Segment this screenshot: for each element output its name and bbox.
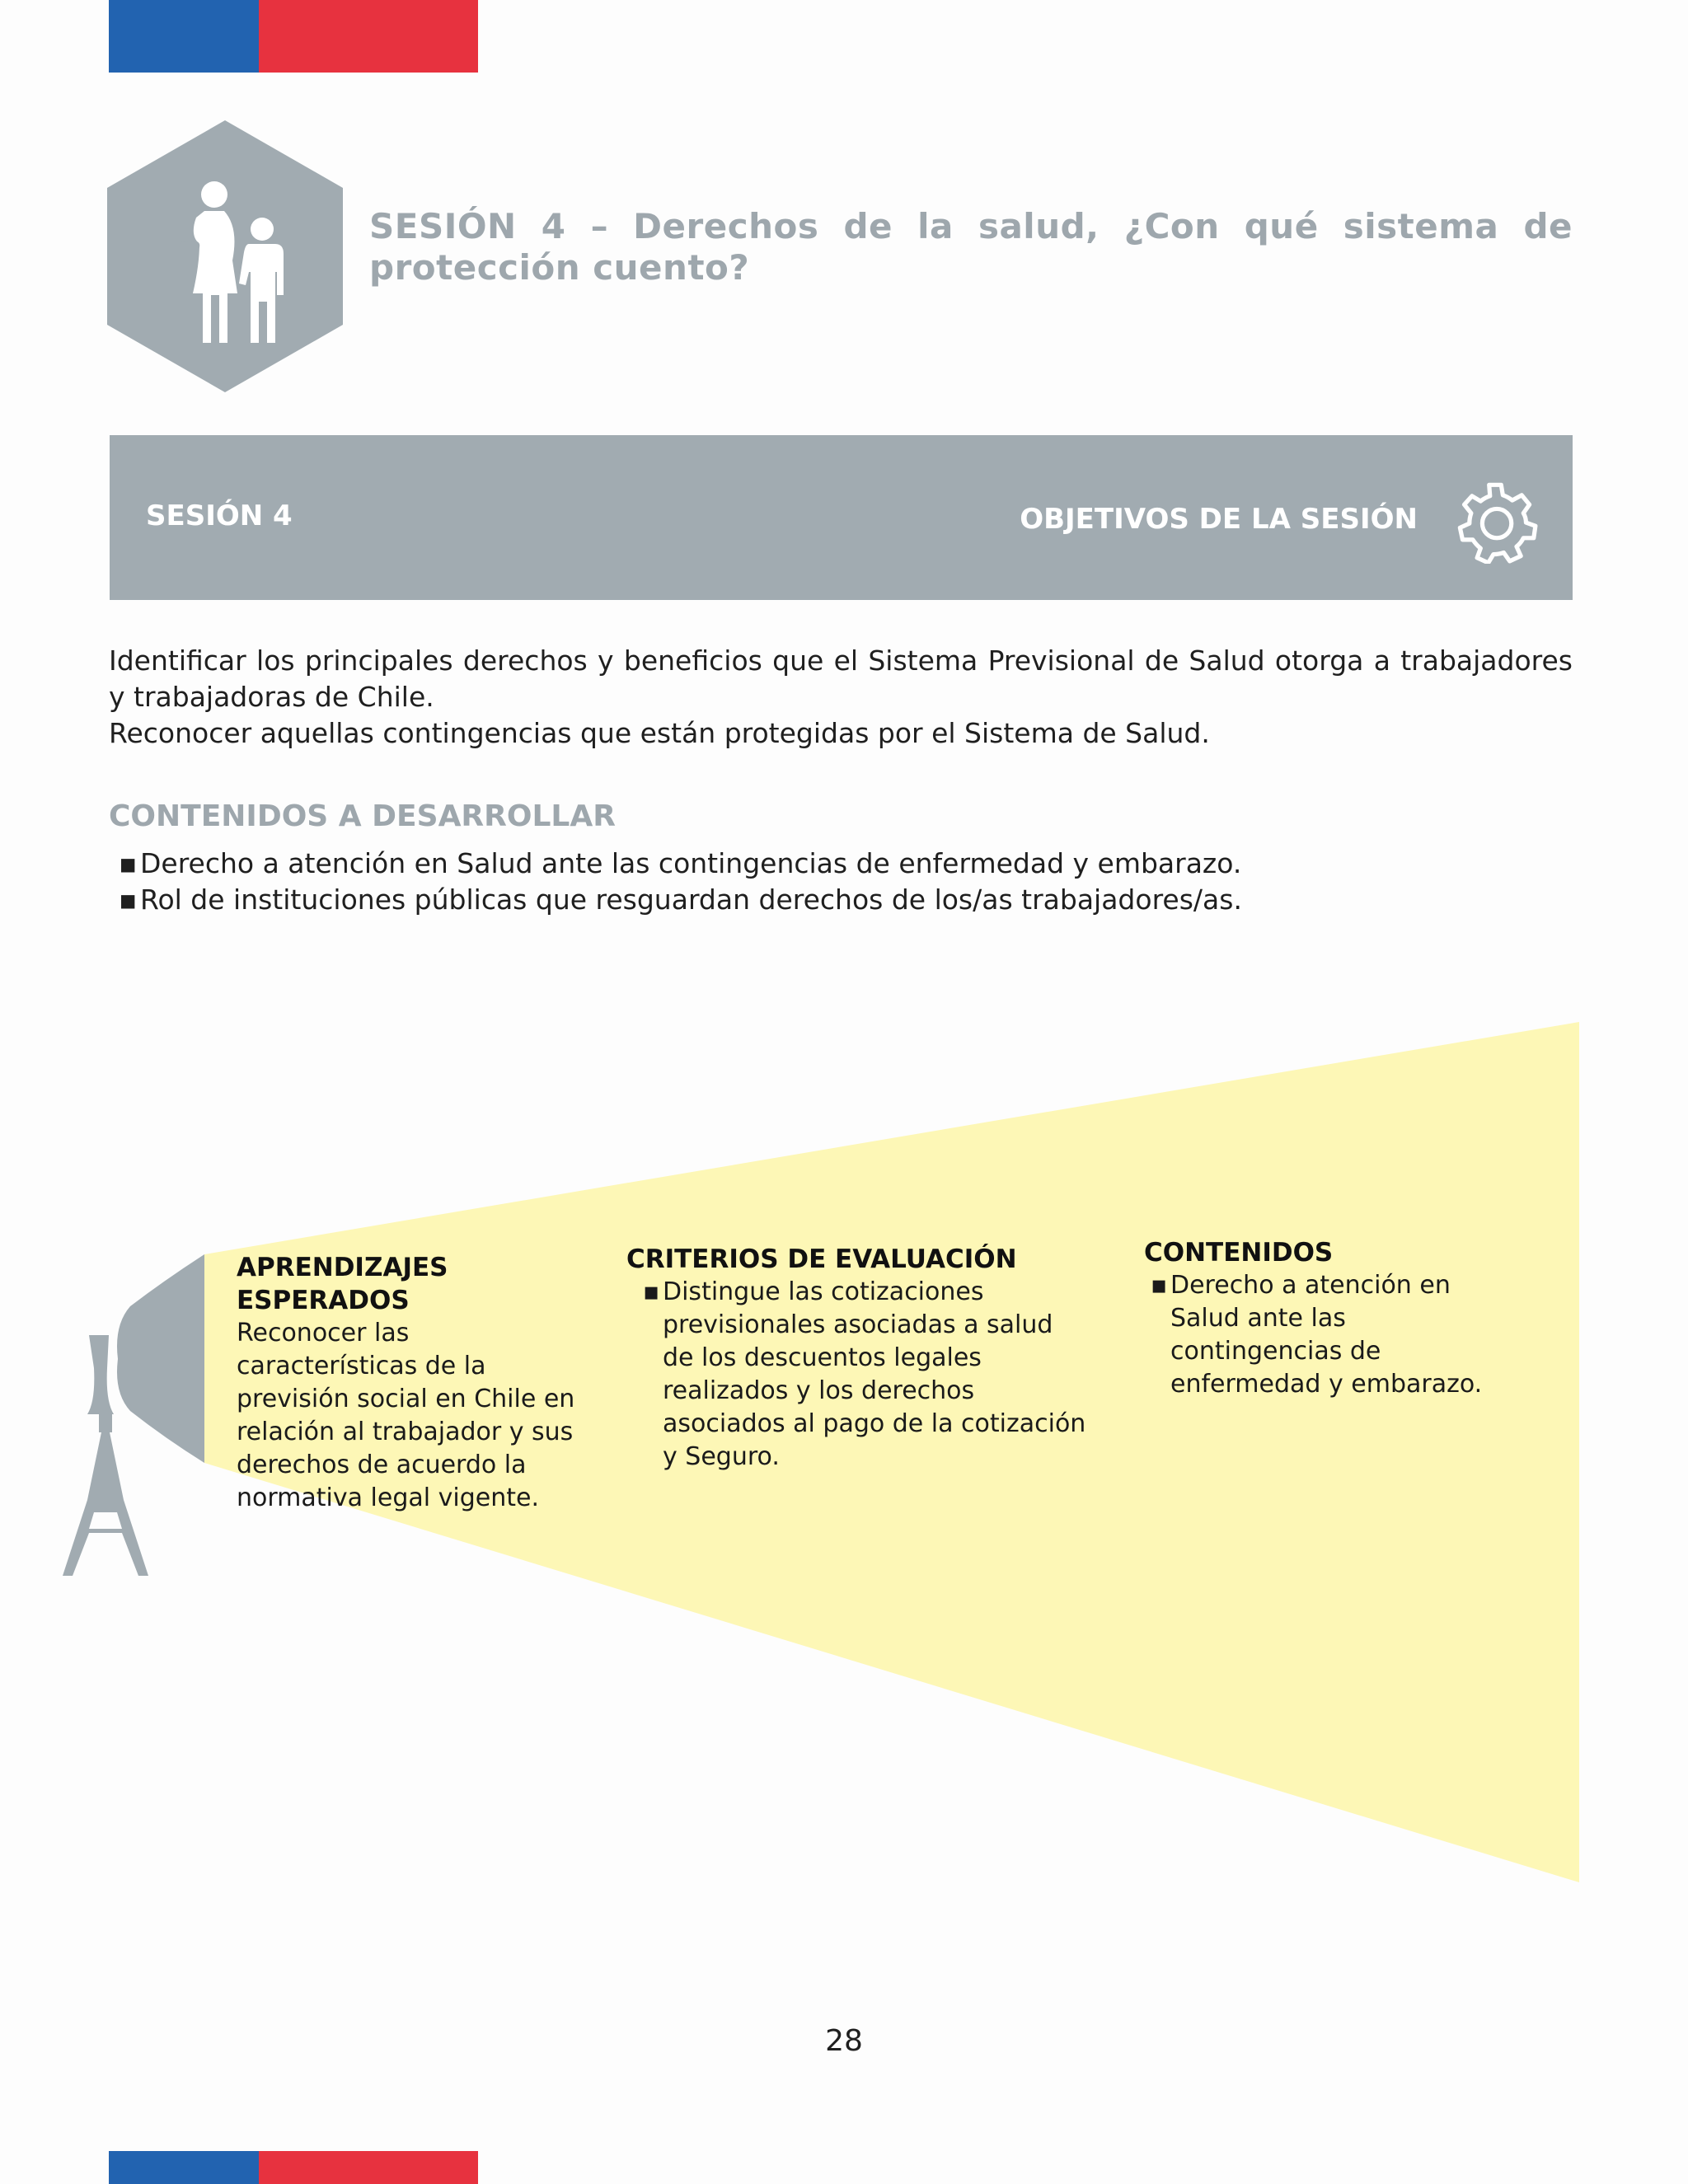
flag-stripe-bottom	[109, 2151, 478, 2184]
criterios-evaluacion	[626, 1243, 1088, 1474]
contenidos-heading: CONTENIDOS	[1144, 1238, 1334, 1268]
flag-blue-block	[109, 2151, 259, 2184]
list-item	[1151, 1269, 1523, 1401]
bullet-icon: ▪	[119, 847, 138, 879]
spotlight-icon	[63, 1254, 204, 1576]
objective-1: Identificar los principales derechos y beneficios que el Sistema Previsional de Salud otorga a trabajadores y trabajadoras de Chile.	[109, 644, 1573, 713]
contents-heading: CONTENIDOS A DESARROLLAR	[109, 799, 616, 833]
flag-red-block	[259, 2151, 478, 2184]
criterios-list	[626, 1276, 1088, 1474]
aprendizajes-heading: APRENDIZAJES ESPERADOS	[237, 1253, 448, 1315]
objective-2: Reconocer aquellas contingencias que están protegidas por el Sistema de Salud.	[109, 717, 1210, 749]
contenidos-list	[1144, 1269, 1523, 1401]
list-item-text: Derecho a atención en Salud ante las contingencias de enfermedad y embarazo.	[140, 847, 1242, 879]
list-item-text: Rol de instituciones públicas que resguardan derechos de los/as trabajadores/as.	[140, 883, 1242, 916]
list-item-text: Distingue las cotizaciones previsionales asociadas a salud de los descuentos legales realizados y los derechos asociados al pago de la cotización y Seguro.	[663, 1277, 1086, 1471]
list-item-text: Derecho a atención en Salud ante las contingencias de enfermedad y embarazo.	[1170, 1271, 1483, 1399]
contenidos	[1144, 1236, 1523, 1401]
bullet-icon: ▪	[1151, 1271, 1168, 1300]
session-title: SESIÓN 4 – Derechos de la salud, ¿Con qué sistema de protección cuento?	[369, 206, 1573, 288]
criterios-heading: CRITERIOS DE EVALUACIÓN	[626, 1244, 1017, 1274]
banner-session-label: SESIÓN 4	[146, 499, 293, 532]
page-number: 28	[825, 2024, 863, 2058]
aprendizajes-esperados	[237, 1251, 591, 1515]
bullet-icon: ▪	[119, 883, 138, 916]
aprendizajes-text: Reconocer las características de la previsión social en Chile en relación al trabajador y sus derechos de acuerdo la normativa legal vigente.	[237, 1319, 575, 1512]
bullet-icon: ▪	[643, 1277, 660, 1306]
list-item	[643, 1276, 1088, 1474]
banner-objectives-label: OBJETIVOS DE LA SESIÓN	[1020, 503, 1418, 536]
